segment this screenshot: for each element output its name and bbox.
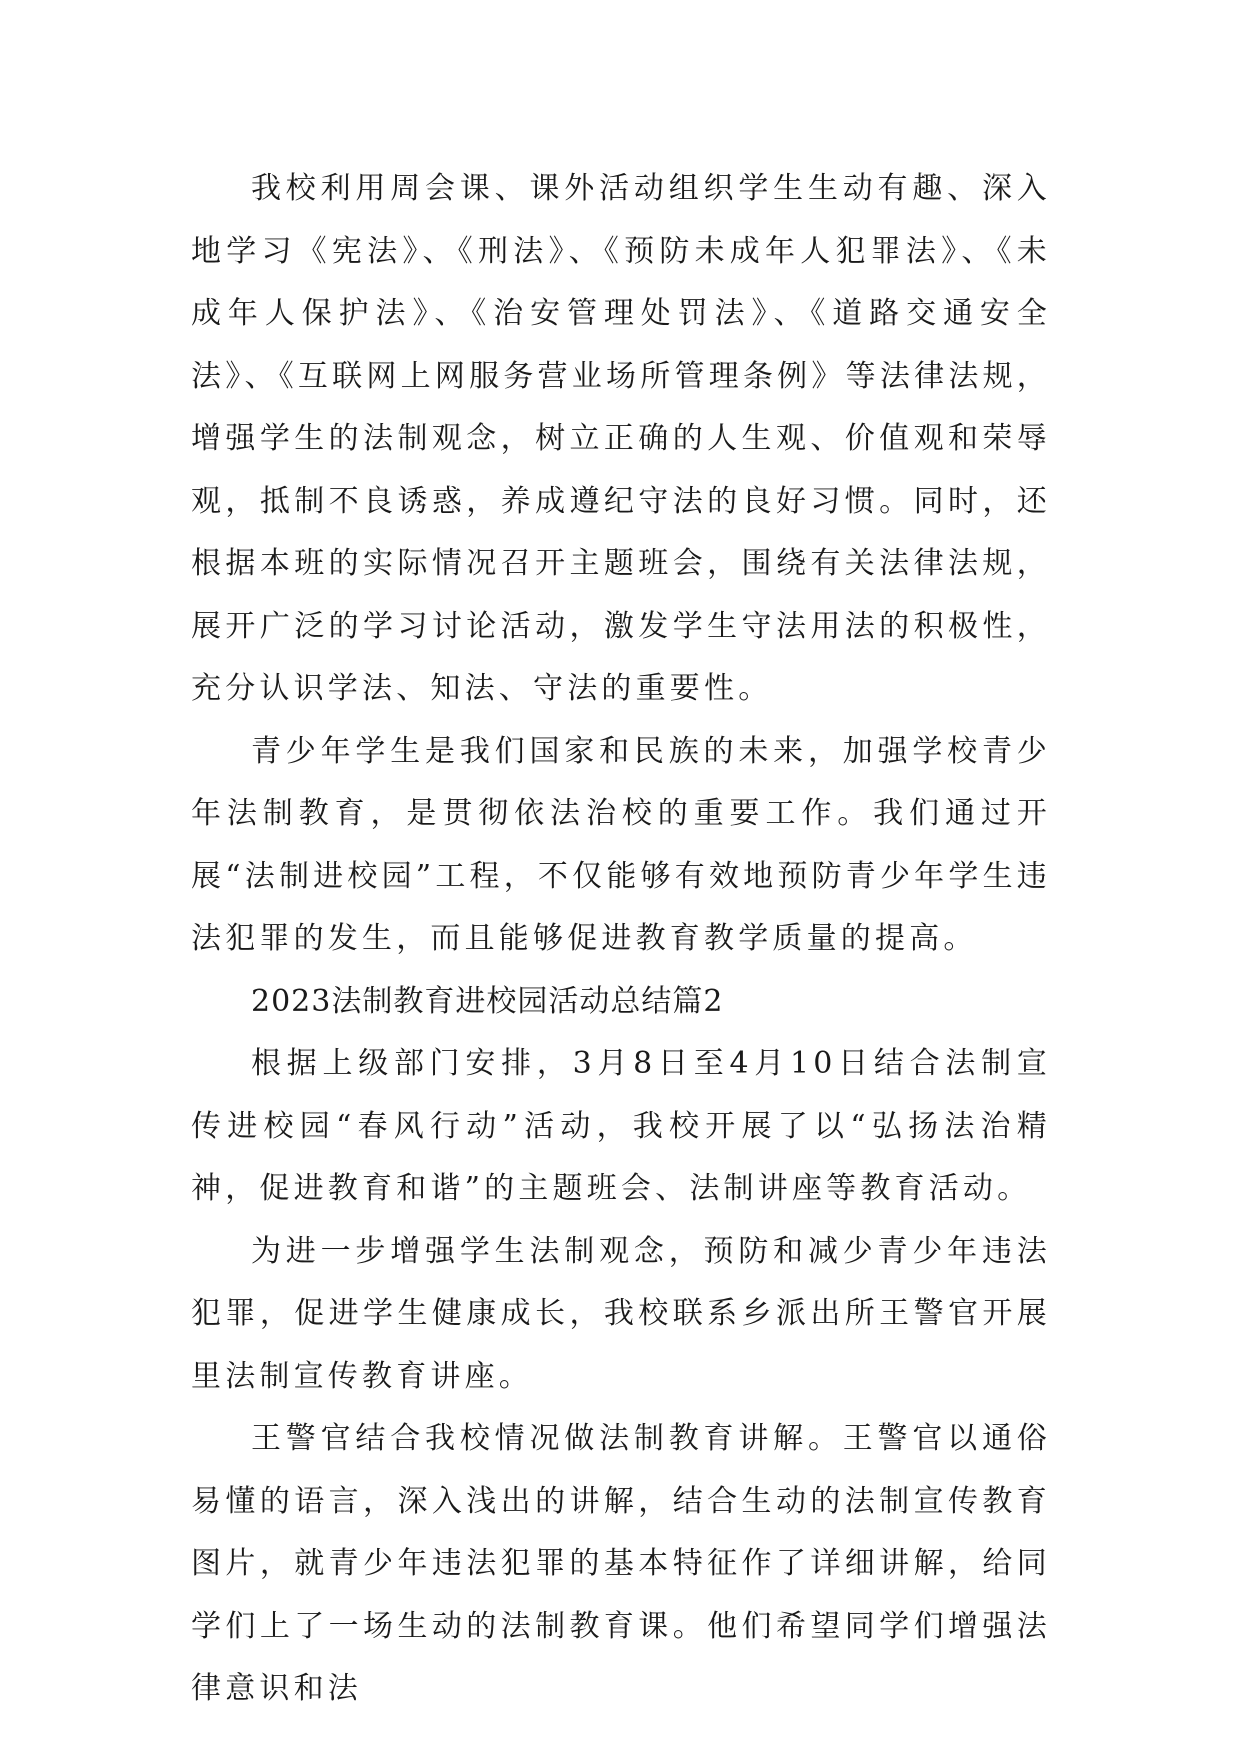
- paragraph-youth-future: 青少年学生是我们国家和民族的未来，加强学校青少年法制教育，是贯彻依法治校的重要工作。我们通过开展“法制进校园”工程，不仅能够有效地预防青少年学生违法犯罪的发生，而且能够促进教育教学质量的提高。: [191, 733, 1051, 956]
- paragraph-spring-campaign: 根据上级部门安排，3月8日至4月10日结合法制宣传进校园“春风行动”活动，我校开展了以“弘扬法治精神，促进教育和谐”的主题班会、法制讲座等教育活动。: [191, 1046, 1051, 1206]
- paragraph-lecture-detail: 王警官结合我校情况做法制教育讲解。王警官以通俗易懂的语言，深入浅出的讲解，结合生动的法制宣传教育图片，就青少年违法犯罪的基本特征作了详细讲解，给同学们上了一场生动的法制教育课。他们希望同学们增强法律意识和法: [191, 1421, 1051, 1706]
- paragraph-police-lecture: 为进一步增强学生法制观念，预防和减少青少年违法犯罪，促进学生健康成长，我校联系乡派出所王警官开展里法制宣传教育讲座。: [191, 1233, 1051, 1394]
- section-heading: 2023法制教育进校园活动总结篇2: [251, 983, 724, 1019]
- paragraph-school-law-study: 我校利用周会课、课外活动组织学生生动有趣、深入地学习《宪法》、《刑法》、《预防未成年人犯罪法》、《未成年人保护法》、《治安管理处罚法》、《道路交通安全法》、《互联网上网服务营业场所管理条例》等法律法规，增强学生的法制观念，树立正确的人生观、价值观和荣辱观，抵制不良诱惑，养成遵纪守法的良好习惯。同时，还根据本班的实际情况召开主题班会，围绕有关法律法规，展开广泛的学习讨论活动，激发学生守法用法的积极性，充分认识学法、知法、守法的重要性。: [191, 171, 1051, 706]
- document-body: [191, 158, 1051, 1721]
